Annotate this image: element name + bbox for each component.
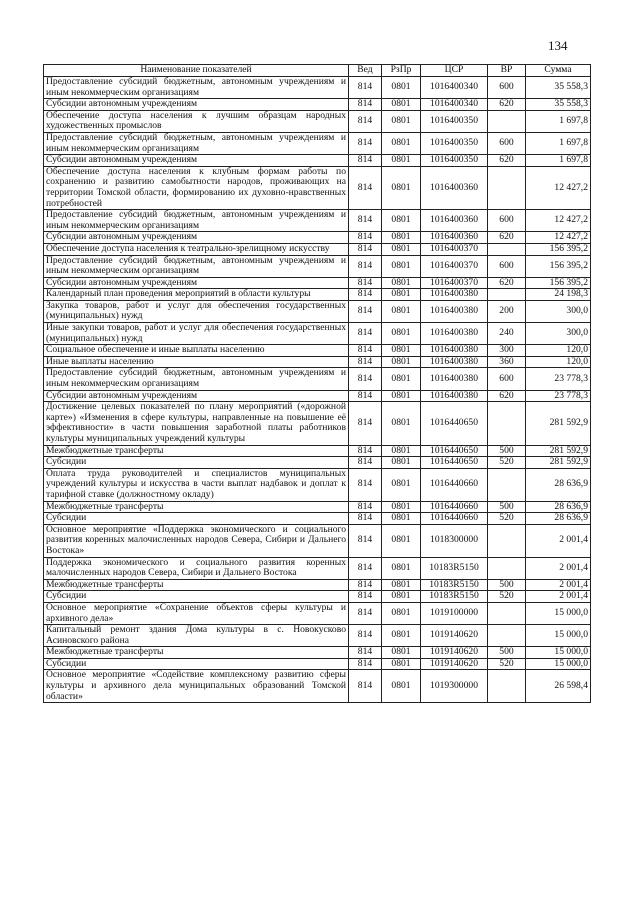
row-name: Иные закупки товаров, работ и услуг для обеспечения государственных (муниципальных) нужд: [44, 323, 349, 345]
row-vr: [488, 625, 526, 647]
row-ved: 814: [349, 445, 382, 457]
table-row: [44, 110, 591, 132]
row-name: Капитальный ремонт здания Дома культуры в с. Новокусково Асиновского района: [44, 625, 349, 647]
row-name: Обеспечение доступа населения к клубным формам работы по сохранению и развитию самобытности народов, проживающих на территории Томской области, формированию их духовно-нравственных потребностей: [44, 166, 349, 209]
row-rzpr: 0801: [382, 445, 421, 457]
table-row: [44, 132, 591, 154]
row-ved: 814: [349, 77, 382, 99]
row-csr: 1019140620: [421, 647, 488, 659]
table-row: [44, 524, 591, 557]
row-csr: 1016440650: [421, 457, 488, 469]
table-row: [44, 99, 591, 111]
row-ved: 814: [349, 402, 382, 445]
row-ved: 814: [349, 670, 382, 703]
row-sum: 15 000,0: [526, 602, 591, 624]
row-name: Оплата труда руководителей и специалистов муниципальных учреждений культуры и искусства в части выплат надбавок и доплат к тарифной ставке (должностному окладу): [44, 468, 349, 501]
row-rzpr: 0801: [382, 557, 421, 579]
row-ved: 814: [349, 99, 382, 111]
row-vr: 500: [488, 501, 526, 513]
row-rzpr: 0801: [382, 368, 421, 390]
row-sum: 1 697,8: [526, 155, 591, 167]
header-csr: ЦСР: [421, 65, 488, 77]
row-ved: 814: [349, 232, 382, 244]
row-sum: 1 697,8: [526, 110, 591, 132]
row-rzpr: 0801: [382, 670, 421, 703]
row-csr: 1016400370: [421, 277, 488, 289]
row-name: Субсидии: [44, 658, 349, 670]
row-name: Достижение целевых показателей по плану мероприятий («дорожной карте») «Изменения в сфере культуры, направленные на повышение её эффективности» в части повышения заработной платы работников культуры муниципальных учреждений культуры: [44, 402, 349, 445]
header-sum: Сумма: [526, 65, 591, 77]
row-rzpr: 0801: [382, 468, 421, 501]
row-rzpr: 0801: [382, 501, 421, 513]
row-ved: 814: [349, 166, 382, 209]
row-sum: 15 000,0: [526, 647, 591, 659]
row-csr: 10183R5150: [421, 591, 488, 603]
row-sum: 156 395,2: [526, 277, 591, 289]
row-sum: 28 636,9: [526, 468, 591, 501]
row-vr: 600: [488, 132, 526, 154]
row-sum: 156 395,2: [526, 243, 591, 255]
row-vr: 520: [488, 658, 526, 670]
row-ved: 814: [349, 277, 382, 289]
row-csr: 1019140620: [421, 625, 488, 647]
row-sum: 28 636,9: [526, 513, 591, 525]
row-name: Предоставление субсидий бюджетным, автономным учреждениям и иным некоммерческим организациям: [44, 77, 349, 99]
row-name: Межбюджетные трансферты: [44, 647, 349, 659]
row-sum: 23 778,3: [526, 368, 591, 390]
row-ved: 814: [349, 524, 382, 557]
row-csr: 1016440660: [421, 513, 488, 525]
row-ved: 814: [349, 243, 382, 255]
header-vr: ВР: [488, 65, 526, 77]
row-sum: 120,0: [526, 356, 591, 368]
row-sum: 2 001,4: [526, 524, 591, 557]
row-vr: 240: [488, 323, 526, 345]
row-ved: 814: [349, 591, 382, 603]
row-name: Основное мероприятие «Сохранение объектов сферы культуры и архивного дела»: [44, 602, 349, 624]
row-ved: 814: [349, 155, 382, 167]
page-number: 134: [548, 38, 568, 53]
row-sum: 24 198,3: [526, 289, 591, 301]
row-name: Предоставление субсидий бюджетным, автономным учреждениям и иным некоммерческим организациям: [44, 368, 349, 390]
row-csr: 1016400350: [421, 155, 488, 167]
row-sum: 281 592,9: [526, 402, 591, 445]
header-rzpr: РзПр: [382, 65, 421, 77]
table-row: [44, 658, 591, 670]
row-ved: 814: [349, 501, 382, 513]
row-sum: 35 558,3: [526, 99, 591, 111]
row-ved: 814: [349, 390, 382, 402]
row-csr: 1016400380: [421, 323, 488, 345]
row-sum: 2 001,4: [526, 557, 591, 579]
row-rzpr: 0801: [382, 77, 421, 99]
row-ved: 814: [349, 210, 382, 232]
row-name: Основное мероприятие «Поддержка экономического и социального развития коренных малочисленных народов Севера, Сибири и Дальнего Востока»: [44, 524, 349, 557]
row-vr: [488, 602, 526, 624]
row-rzpr: 0801: [382, 513, 421, 525]
row-ved: 814: [349, 625, 382, 647]
row-name: Субсидии автономным учреждениям: [44, 99, 349, 111]
table-row: [44, 457, 591, 469]
table-row: [44, 390, 591, 402]
row-sum: 23 778,3: [526, 390, 591, 402]
row-csr: 10183R5150: [421, 579, 488, 591]
row-name: Обеспечение доступа населения к театрально-зрелищному искусству: [44, 243, 349, 255]
row-vr: [488, 670, 526, 703]
row-vr: 520: [488, 457, 526, 469]
row-ved: 814: [349, 602, 382, 624]
table-row: [44, 166, 591, 209]
row-vr: 360: [488, 356, 526, 368]
table-row: [44, 557, 591, 579]
row-csr: 1016400370: [421, 243, 488, 255]
row-ved: 814: [349, 457, 382, 469]
row-sum: 1 697,8: [526, 132, 591, 154]
row-rzpr: 0801: [382, 524, 421, 557]
table-row: [44, 468, 591, 501]
row-vr: 520: [488, 513, 526, 525]
row-ved: 814: [349, 255, 382, 277]
budget-table: [43, 64, 591, 703]
row-name: Межбюджетные трансферты: [44, 445, 349, 457]
row-name: Межбюджетные трансферты: [44, 579, 349, 591]
table-row: [44, 602, 591, 624]
row-vr: 520: [488, 591, 526, 603]
table-row: [44, 356, 591, 368]
row-vr: [488, 557, 526, 579]
row-vr: [488, 110, 526, 132]
row-sum: 12 427,2: [526, 210, 591, 232]
row-csr: 1018300000: [421, 524, 488, 557]
row-ved: 814: [349, 356, 382, 368]
row-rzpr: 0801: [382, 647, 421, 659]
row-csr: 1016400380: [421, 289, 488, 301]
row-vr: 500: [488, 647, 526, 659]
row-vr: 620: [488, 99, 526, 111]
row-vr: 620: [488, 232, 526, 244]
row-rzpr: 0801: [382, 166, 421, 209]
table-row: [44, 501, 591, 513]
row-vr: [488, 524, 526, 557]
row-ved: 814: [349, 468, 382, 501]
row-ved: 814: [349, 110, 382, 132]
row-vr: 600: [488, 255, 526, 277]
row-sum: 28 636,9: [526, 501, 591, 513]
row-csr: 1016400380: [421, 390, 488, 402]
table-row: [44, 579, 591, 591]
row-sum: 12 427,2: [526, 166, 591, 209]
row-ved: 814: [349, 345, 382, 357]
row-csr: 1016440650: [421, 402, 488, 445]
row-ved: 814: [349, 300, 382, 322]
row-sum: 12 427,2: [526, 232, 591, 244]
row-vr: 200: [488, 300, 526, 322]
table-row: [44, 243, 591, 255]
row-rzpr: 0801: [382, 390, 421, 402]
row-ved: 814: [349, 579, 382, 591]
row-vr: [488, 166, 526, 209]
row-sum: 2 001,4: [526, 579, 591, 591]
row-name: Межбюджетные трансферты: [44, 501, 349, 513]
row-sum: 300,0: [526, 323, 591, 345]
row-vr: [488, 289, 526, 301]
row-ved: 814: [349, 289, 382, 301]
row-name: Субсидии автономным учреждениям: [44, 232, 349, 244]
row-rzpr: 0801: [382, 110, 421, 132]
row-vr: [488, 243, 526, 255]
row-ved: 814: [349, 513, 382, 525]
table-row: [44, 277, 591, 289]
row-ved: 814: [349, 557, 382, 579]
row-name: Субсидии автономным учреждениям: [44, 155, 349, 167]
row-name: Иные выплаты населению: [44, 356, 349, 368]
table-row: [44, 345, 591, 357]
row-sum: 2 001,4: [526, 591, 591, 603]
table-row: [44, 670, 591, 703]
row-rzpr: 0801: [382, 457, 421, 469]
table-row: [44, 289, 591, 301]
row-rzpr: 0801: [382, 300, 421, 322]
row-name: Субсидии автономным учреждениям: [44, 277, 349, 289]
row-name: Субсидии: [44, 457, 349, 469]
row-name: Социальное обеспечение и иные выплаты населению: [44, 345, 349, 357]
row-sum: 35 558,3: [526, 77, 591, 99]
table-row: [44, 210, 591, 232]
row-csr: 1016400340: [421, 77, 488, 99]
row-rzpr: 0801: [382, 402, 421, 445]
row-csr: 1019100000: [421, 602, 488, 624]
row-vr: [488, 468, 526, 501]
row-vr: 500: [488, 579, 526, 591]
row-csr: 1016400380: [421, 356, 488, 368]
row-rzpr: 0801: [382, 591, 421, 603]
row-csr: 1016440660: [421, 468, 488, 501]
row-ved: 814: [349, 647, 382, 659]
row-rzpr: 0801: [382, 243, 421, 255]
table-row: [44, 647, 591, 659]
row-rzpr: 0801: [382, 356, 421, 368]
row-rzpr: 0801: [382, 132, 421, 154]
table-row: [44, 368, 591, 390]
table-row: [44, 445, 591, 457]
row-sum: 26 598,4: [526, 670, 591, 703]
row-name: Субсидии автономным учреждениям: [44, 390, 349, 402]
row-sum: 281 592,9: [526, 457, 591, 469]
row-sum: 281 592,9: [526, 445, 591, 457]
row-sum: 156 395,2: [526, 255, 591, 277]
row-csr: 1016400360: [421, 210, 488, 232]
row-vr: 600: [488, 77, 526, 99]
row-rzpr: 0801: [382, 602, 421, 624]
row-rzpr: 0801: [382, 99, 421, 111]
row-sum: 120,0: [526, 345, 591, 357]
row-rzpr: 0801: [382, 255, 421, 277]
row-ved: 814: [349, 658, 382, 670]
row-name: Обеспечение доступа населения к лучшим образцам народных художественных промыслов: [44, 110, 349, 132]
row-vr: 600: [488, 210, 526, 232]
row-csr: 1016400360: [421, 166, 488, 209]
table-row: [44, 300, 591, 322]
table-row: [44, 402, 591, 445]
row-rzpr: 0801: [382, 277, 421, 289]
row-name: Предоставление субсидий бюджетным, автономным учреждениям и иным некоммерческим организациям: [44, 255, 349, 277]
row-csr: 10183R5150: [421, 557, 488, 579]
row-vr: 300: [488, 345, 526, 357]
row-rzpr: 0801: [382, 232, 421, 244]
row-ved: 814: [349, 368, 382, 390]
row-rzpr: 0801: [382, 625, 421, 647]
row-csr: 1016440650: [421, 445, 488, 457]
row-csr: 1016400350: [421, 132, 488, 154]
table-row: [44, 625, 591, 647]
table-row: [44, 513, 591, 525]
table-row: [44, 232, 591, 244]
row-vr: 620: [488, 390, 526, 402]
row-csr: 1019140620: [421, 658, 488, 670]
row-name: Поддержка экономического и социального развития коренных малочисленных народов Севера, Сибири и Дальнего Востока: [44, 557, 349, 579]
row-csr: 1016400380: [421, 368, 488, 390]
table-row: [44, 77, 591, 99]
row-name: Основное мероприятие «Содействие комплексному развитию сферы культуры и архивного дела муниципальных образований Томской области»: [44, 670, 349, 703]
row-rzpr: 0801: [382, 345, 421, 357]
row-vr: 500: [488, 445, 526, 457]
row-vr: 600: [488, 368, 526, 390]
row-ved: 814: [349, 323, 382, 345]
row-vr: 620: [488, 155, 526, 167]
row-name: Предоставление субсидий бюджетным, автономным учреждениям и иным некоммерческим организациям: [44, 132, 349, 154]
row-name: Закупка товаров, работ и услуг для обеспечения государственных (муниципальных) нужд: [44, 300, 349, 322]
table-row: [44, 323, 591, 345]
row-rzpr: 0801: [382, 323, 421, 345]
row-rzpr: 0801: [382, 579, 421, 591]
row-vr: 620: [488, 277, 526, 289]
row-name: Предоставление субсидий бюджетным, автономным учреждениям и иным некоммерческим организациям: [44, 210, 349, 232]
row-rzpr: 0801: [382, 155, 421, 167]
row-sum: 15 000,0: [526, 658, 591, 670]
table-row: [44, 155, 591, 167]
row-name: Субсидии: [44, 513, 349, 525]
row-csr: 1016400350: [421, 110, 488, 132]
row-csr: 1016400380: [421, 345, 488, 357]
header-name: Наименование показателей: [44, 65, 349, 77]
table-row: [44, 591, 591, 603]
row-sum: 15 000,0: [526, 625, 591, 647]
row-csr: 1016440660: [421, 501, 488, 513]
row-ved: 814: [349, 132, 382, 154]
header-ved: Вед: [349, 65, 382, 77]
row-rzpr: 0801: [382, 210, 421, 232]
row-csr: 1019300000: [421, 670, 488, 703]
row-rzpr: 0801: [382, 289, 421, 301]
table-header-row: [44, 65, 591, 77]
row-sum: 300,0: [526, 300, 591, 322]
row-csr: 1016400340: [421, 99, 488, 111]
row-name: Календарный план проведения мероприятий в области культуры: [44, 289, 349, 301]
row-rzpr: 0801: [382, 658, 421, 670]
row-csr: 1016400370: [421, 255, 488, 277]
row-name: Субсидии: [44, 591, 349, 603]
row-vr: [488, 402, 526, 445]
table-row: [44, 255, 591, 277]
row-csr: 1016400360: [421, 232, 488, 244]
row-csr: 1016400380: [421, 300, 488, 322]
